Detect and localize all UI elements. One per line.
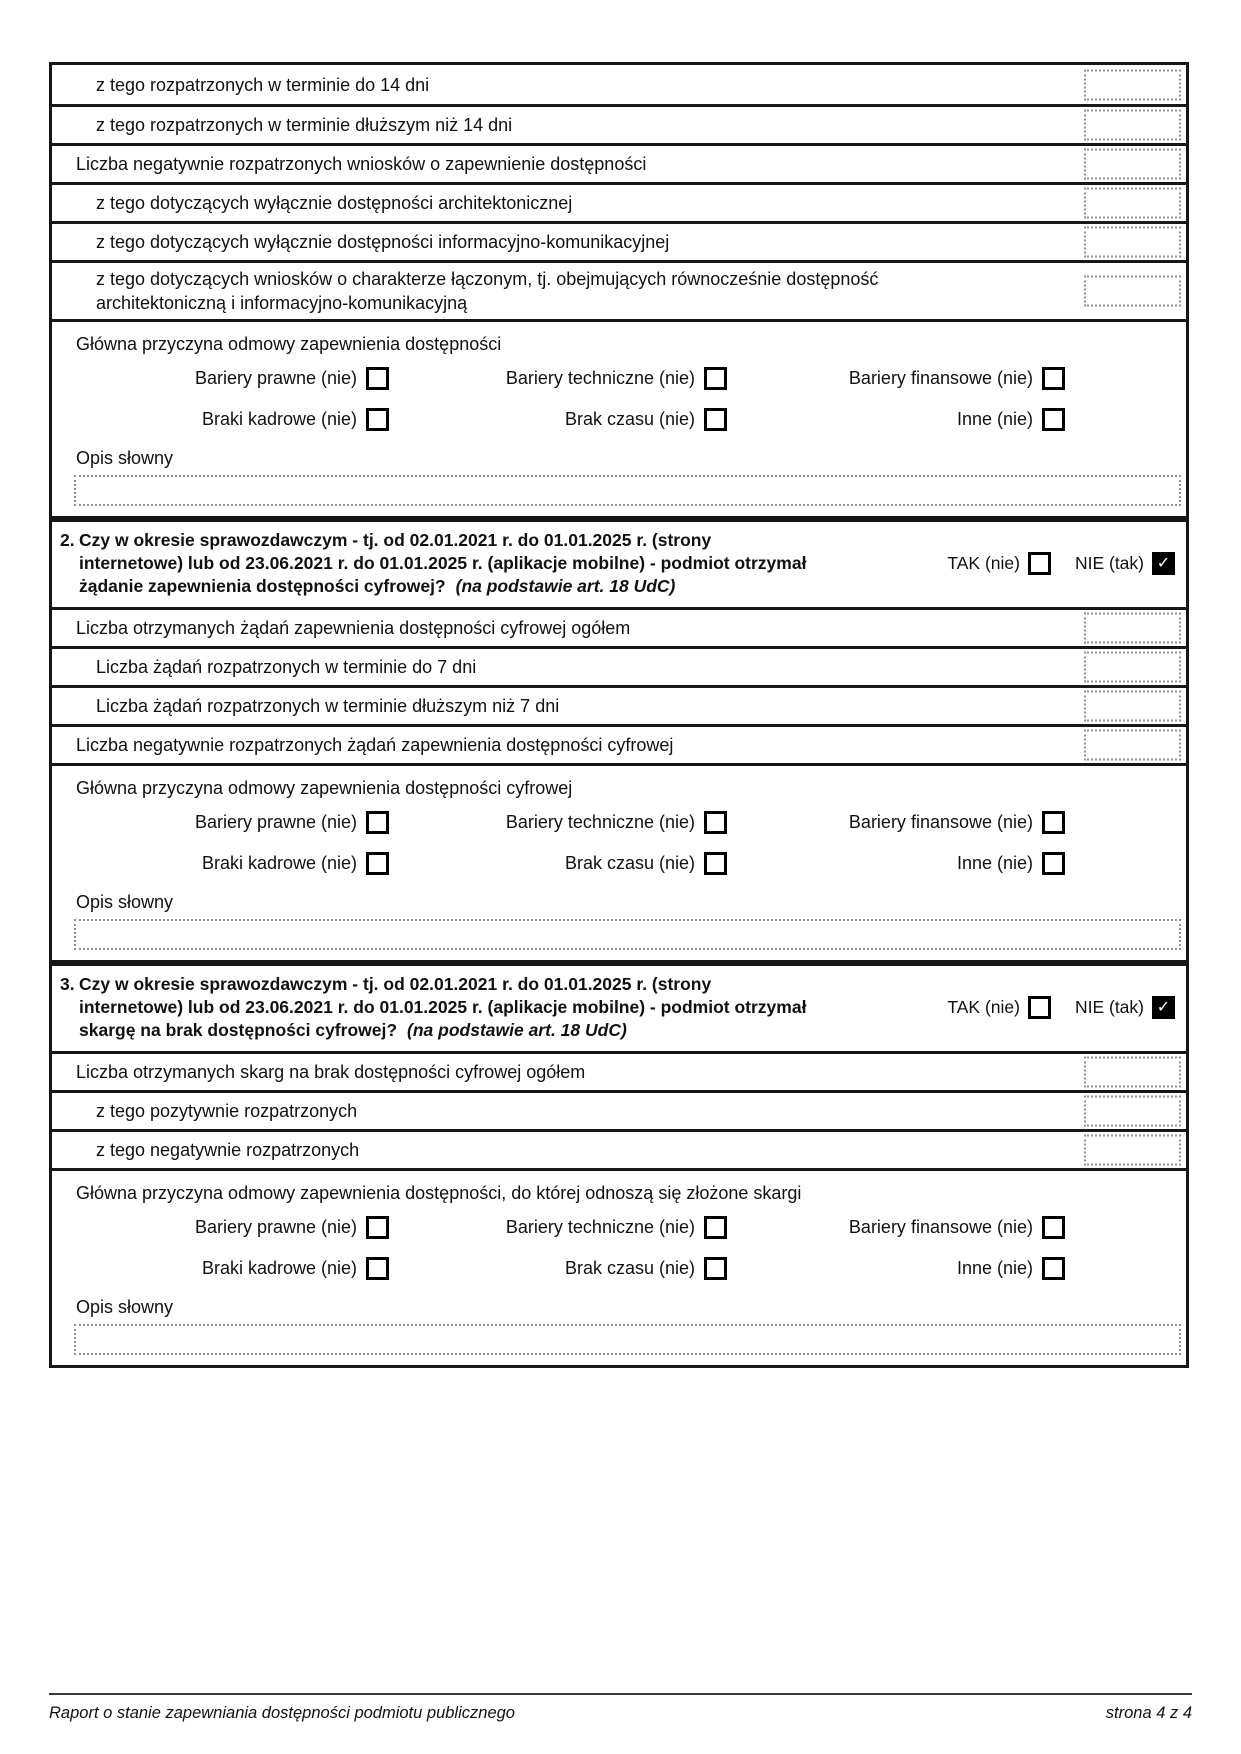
input-zadania-do-7-dni[interactable]: [1084, 652, 1181, 683]
option-label: Bariery techniczne (nie): [505, 812, 695, 832]
table-row: [52, 221, 1186, 260]
table-row: [52, 646, 1186, 685]
question-line: [79, 575, 909, 598]
reason-option: [389, 358, 727, 399]
table-row: [52, 104, 1186, 143]
nie-checkbox-q2[interactable]: ✓: [1152, 552, 1175, 575]
checkbox-brak-czasu-2[interactable]: [704, 852, 727, 875]
table-row: [52, 65, 1186, 104]
reason-heading: Główna przyczyna odmowy zapewnienia dostępności: [76, 334, 502, 354]
tak-checkbox-q3[interactable]: [1028, 996, 1051, 1019]
reason-section-skargi: [52, 1168, 1186, 1365]
row-label: Liczba otrzymanych żądań zapewnienia dostępności cyfrowej ogółem: [76, 618, 631, 638]
reason-option: [73, 358, 389, 399]
input-wnioski-negatywne[interactable]: [1084, 149, 1181, 180]
input-zadania-ogolem[interactable]: [1084, 613, 1181, 644]
question-line: Czy w okresie sprawozdawczym - tj. od 02.01.2021 r. do 01.01.2025 r. (strony: [79, 974, 712, 994]
question-legal-note: (na podstawie art. 18 UdC): [455, 576, 676, 596]
row-label: Liczba żądań rozpatrzonych w terminie do 7 dni: [96, 657, 477, 677]
option-label: Bariery techniczne (nie): [505, 368, 695, 388]
question-line: internetowe) lub od 23.06.2021 r. do 01.01.2025 r. (aplikacje mobilne) - podmiot otrzymał: [79, 997, 807, 1017]
reason-option: [389, 1248, 727, 1289]
input-skargi-ogolem[interactable]: [1084, 1057, 1181, 1088]
table-row: [52, 1090, 1186, 1129]
tak-label: TAK (nie): [947, 553, 1020, 573]
option-label: Bariery prawne (nie): [194, 368, 357, 388]
reason-option: [727, 1207, 1065, 1248]
reason-option: [727, 399, 1065, 440]
row-label: z tego rozpatrzonych w terminie dłuższym niż 14 dni: [96, 115, 513, 135]
page-footer: [49, 1701, 1192, 1725]
option-label: Braki kadrowe (nie): [201, 409, 357, 429]
tak-checkbox-q2[interactable]: [1028, 552, 1051, 575]
reason-section-wnioski: [52, 319, 1186, 516]
question-2-cell: [52, 516, 1186, 607]
opis-slowny-input-1[interactable]: [74, 475, 1181, 506]
reason-option: [389, 1207, 727, 1248]
row-label: Liczba otrzymanych skarg na brak dostępności cyfrowej ogółem: [76, 1062, 586, 1082]
accessibility-report-table: [49, 62, 1189, 1368]
reason-option: [73, 399, 389, 440]
checkbox-bariery-finansowe-3[interactable]: [1042, 1216, 1065, 1239]
checkbox-bariery-prawne-1[interactable]: [366, 367, 389, 390]
table-row: [52, 260, 1186, 319]
question-3-cell: [52, 960, 1186, 1051]
footer-document-title: Raport o stanie zapewniania dostępności podmiotu publicznego: [49, 1704, 515, 1722]
row-label: Liczba negatywnie rozpatrzonych żądań zapewnienia dostępności cyfrowej: [76, 735, 674, 755]
question-line: internetowe) lub od 23.06.2021 r. do 01.01.2025 r. (aplikacje mobilne) - podmiot otrzymał: [79, 553, 807, 573]
table-row: [52, 685, 1186, 724]
option-label: Inne (nie): [956, 409, 1033, 429]
checkbox-inne-1[interactable]: [1042, 408, 1065, 431]
reason-checkbox-grid: [52, 358, 1186, 440]
opis-slowny-label: Opis słowny: [76, 1297, 174, 1317]
reason-heading: Główna przyczyna odmowy zapewnienia dostępności, do której odnoszą się złożone skargi: [76, 1183, 802, 1203]
opis-slowny-input-2[interactable]: [74, 919, 1181, 950]
table-row: [52, 182, 1186, 221]
option-label: Inne (nie): [956, 1258, 1033, 1278]
row-label: z tego negatywnie rozpatrzonych: [96, 1140, 360, 1160]
reason-checkbox-grid: [52, 1207, 1186, 1289]
question-line: [79, 1019, 909, 1042]
row-label: z tego dotyczących wyłącznie dostępności architektonicznej: [96, 193, 573, 213]
opis-slowny-input-3[interactable]: [74, 1324, 1181, 1355]
input-zadania-negatywne[interactable]: [1084, 730, 1181, 761]
checkbox-brak-czasu-3[interactable]: [704, 1257, 727, 1280]
question-number: 2.: [60, 530, 75, 550]
option-label: Bariery finansowe (nie): [848, 368, 1033, 388]
checkbox-bariery-finansowe-1[interactable]: [1042, 367, 1065, 390]
reason-option: [727, 358, 1065, 399]
tak-label: TAK (nie): [947, 997, 1020, 1017]
question-3-answers: [947, 996, 1175, 1019]
checkbox-inne-2[interactable]: [1042, 852, 1065, 875]
table-row: [52, 1051, 1186, 1090]
row-label: z tego rozpatrzonych w terminie do 14 dni: [96, 74, 430, 95]
reason-option: [389, 802, 727, 843]
reason-option: [727, 802, 1065, 843]
reason-heading: Główna przyczyna odmowy zapewnienia dostępności cyfrowej: [76, 778, 573, 798]
nie-label: NIE (tak): [1074, 997, 1144, 1017]
opis-slowny-label: Opis słowny: [76, 448, 174, 468]
question-number: 3.: [60, 974, 75, 994]
reason-option: [73, 843, 389, 884]
checkbox-braki-kadrowe-3[interactable]: [366, 1257, 389, 1280]
option-label: Braki kadrowe (nie): [201, 1258, 357, 1278]
input-wnioski-do-14-dni[interactable]: [1084, 69, 1181, 100]
nie-checkbox-q3[interactable]: ✓: [1152, 996, 1175, 1019]
reason-option: [727, 1248, 1065, 1289]
row-label: z tego pozytywnie rozpatrzonych: [96, 1101, 358, 1121]
checkbox-bariery-techniczne-1[interactable]: [704, 367, 727, 390]
nie-label: NIE (tak): [1074, 553, 1144, 573]
reason-option: [389, 843, 727, 884]
option-label: Brak czasu (nie): [564, 853, 695, 873]
row-label: Liczba żądań rozpatrzonych w terminie dłuższym niż 7 dni: [96, 696, 560, 716]
row-label: Liczba negatywnie rozpatrzonych wniosków o zapewnienie dostępności: [76, 154, 647, 174]
checkbox-braki-kadrowe-2[interactable]: [366, 852, 389, 875]
footer-divider: [49, 1693, 1192, 1695]
option-label: Brak czasu (nie): [564, 1258, 695, 1278]
input-zadania-ponad-7-dni[interactable]: [1084, 691, 1181, 722]
input-wnioski-ponad-14-dni[interactable]: [1084, 110, 1181, 141]
question-3-text: [60, 973, 909, 1042]
reason-option: [73, 802, 389, 843]
reason-option: [73, 1248, 389, 1289]
opis-slowny-label: Opis słowny: [76, 892, 174, 912]
option-label: Inne (nie): [956, 853, 1033, 873]
option-label: Brak czasu (nie): [564, 409, 695, 429]
option-label: Bariery techniczne (nie): [505, 1217, 695, 1237]
question-legal-note: (na podstawie art. 18 UdC): [407, 1020, 627, 1040]
table-row: [52, 143, 1186, 182]
row-label: z tego dotyczących wyłącznie dostępności informacyjno-komunikacyjnej: [96, 232, 670, 252]
question-line-text: skargę na brak dostępności cyfrowej?: [79, 1020, 398, 1040]
input-wnioski-laczone[interactable]: [1084, 276, 1181, 307]
input-skargi-negatywne[interactable]: [1084, 1135, 1181, 1166]
checkbox-bariery-finansowe-2[interactable]: [1042, 811, 1065, 834]
option-label: Bariery finansowe (nie): [848, 812, 1033, 832]
reason-option: [727, 843, 1065, 884]
question-2-answers: [947, 552, 1175, 575]
table-row: [52, 1129, 1186, 1168]
option-label: Bariery prawne (nie): [194, 1217, 357, 1237]
checkbox-bariery-techniczne-3[interactable]: [704, 1216, 727, 1239]
question-line-text: żądanie zapewnienia dostępności cyfrowej?: [79, 576, 446, 596]
input-skargi-pozytywne[interactable]: [1084, 1096, 1181, 1127]
footer-page-number: strona 4 z 4: [1105, 1704, 1192, 1722]
input-wnioski-informacyjno-komunikacyjne[interactable]: [1084, 227, 1181, 258]
question-line: Czy w okresie sprawozdawczym - tj. od 02.01.2021 r. do 01.01.2025 r. (strony: [79, 530, 712, 550]
input-wnioski-architektoniczne[interactable]: [1084, 188, 1181, 219]
row-label: z tego dotyczących wniosków o charakterze łączonym, tj. obejmujących równocześnie dostępność architektoniczną i informacyjno-komunikacyjną: [96, 269, 879, 313]
reason-checkbox-grid: [52, 802, 1186, 884]
question-2-text: [60, 529, 909, 598]
checkbox-bariery-techniczne-2[interactable]: [704, 811, 727, 834]
table-row: [52, 724, 1186, 763]
checkbox-inne-3[interactable]: [1042, 1257, 1065, 1280]
checkbox-braki-kadrowe-1[interactable]: [366, 408, 389, 431]
reason-section-zadania: [52, 763, 1186, 960]
checkbox-bariery-prawne-2[interactable]: [366, 811, 389, 834]
option-label: Bariery prawne (nie): [194, 812, 357, 832]
reason-option: [73, 1207, 389, 1248]
option-label: Bariery finansowe (nie): [848, 1217, 1033, 1237]
option-label: Braki kadrowe (nie): [201, 853, 357, 873]
table-row: [52, 607, 1186, 646]
checkbox-brak-czasu-1[interactable]: [704, 408, 727, 431]
checkbox-bariery-prawne-3[interactable]: [366, 1216, 389, 1239]
reason-option: [389, 399, 727, 440]
